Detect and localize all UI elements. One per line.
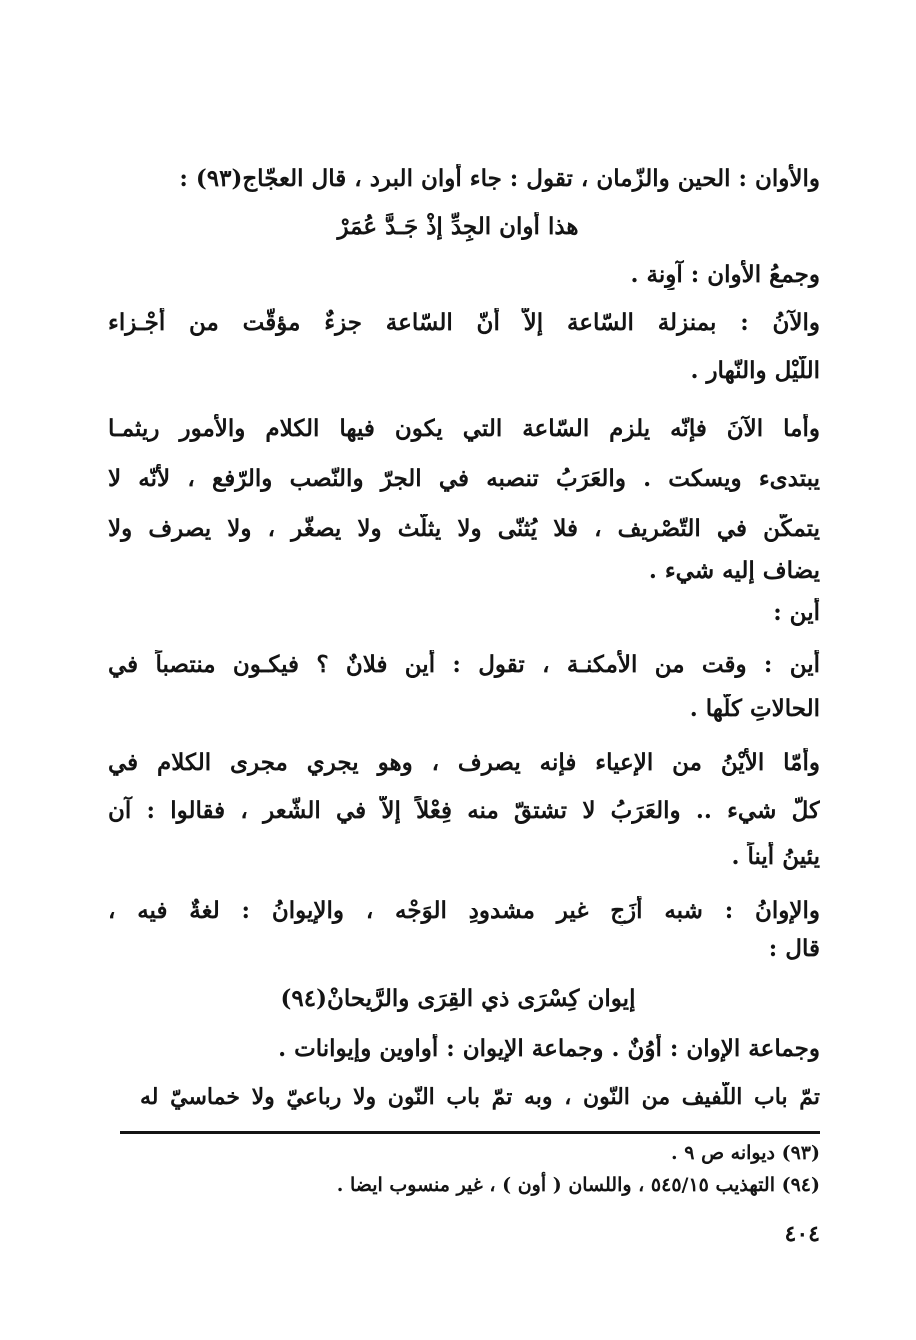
paragraph-ayn-line-3: يئينُ أيناً . — [731, 843, 820, 870]
poetry-verse-ajjaj: هذا أوان الجِدِّ إذْ جَـدَّ عُمَرْ — [337, 213, 579, 240]
paragraph-awan-line-1: والأوان : الحين والزّمان ، تقول : جاء أوان البرد ، قال العجّاج(٩٣) : — [179, 165, 820, 192]
entry-heading-ayna: أين : — [773, 599, 820, 626]
paragraph-iwan-line-1: والإوانُ : شبه أَزَجٍ غير مشدودِ الوَجْه ، والإيوانُ : لغةٌ فيه ، — [108, 897, 820, 924]
paragraph-ayn-line-1: وأمّا الأَيْنُ من الإعياء فإنه يصرف ، وهو يجري مجرى الكلام في — [108, 749, 820, 776]
paragraph-ayna-line-2: الحالاتِ كلّها . — [689, 695, 820, 722]
paragraph-aan-line-1: والآنُ : بمنزلة السّاعة إلاّ أنّ السّاعة جزءٌ مؤقّت من أَجْـزاء — [108, 309, 820, 336]
page-number: ٤٠٤ — [784, 1221, 820, 1247]
footnote-93: (٩٣) ديوانه ص ٩ . — [671, 1142, 820, 1164]
poetry-verse-kisra: إيوان كِسْرَى ذي القِرَى والرَّيحانْ(٩٤) — [280, 985, 636, 1012]
plural-awan-line: وجمعُ الأَوان : آوِنة . — [630, 261, 820, 288]
plural-iwan-line: وجماعة الإوان : أُوُنٌ . وجماعة الإيوان : أواوين وإيوانات . — [278, 1035, 820, 1062]
footnote-94: (٩٤) التهذيب ٥٤٥/١٥ ، واللسان ( أون ) ، غير منسوب ايضا . — [336, 1174, 820, 1196]
paragraph-amma-aan-line-4: يضاف إليه شيء . — [648, 557, 820, 584]
paragraph-aan-line-2: اللّيْل والنّهار . — [690, 357, 820, 384]
paragraph-amma-aan-line-3: يتمكّن في التّصْريف ، فلا يُثنّى ولا يثلّث ولا يصغّر ، ولا يصرف ولا — [108, 515, 820, 542]
paragraph-iwan-line-2: قال : — [768, 935, 820, 962]
paragraph-amma-aan-line-2: يبتدىء ويسكت . والعَرَبُ تنصبه في الجرّ والنّصب والرّفع ، لأنّه لا — [108, 465, 820, 492]
footnote-separator-rule — [120, 1131, 820, 1134]
chapter-closing-line: تمّ باب اللّفيف من النّون ، وبه تمّ باب النّون ولا رباعيّ ولا خماسيّ له — [140, 1084, 820, 1110]
paragraph-ayn-line-2: كلّ شيء .. والعَرَبُ لا تشتقّ منه فِعْلاً إلاّ في الشّعر ، فقالوا : آن — [108, 797, 820, 824]
paragraph-amma-aan-line-1: وأما الآنَ فإنّه يلزم السّاعة التي يكون فيها الكلام والأمور ريثمـا — [108, 415, 820, 442]
paragraph-ayna-line-1: أين : وقت من الأمكنـة ، تقول : أين فلانٌ ؟ فيكـون منتصباً في — [108, 651, 820, 678]
